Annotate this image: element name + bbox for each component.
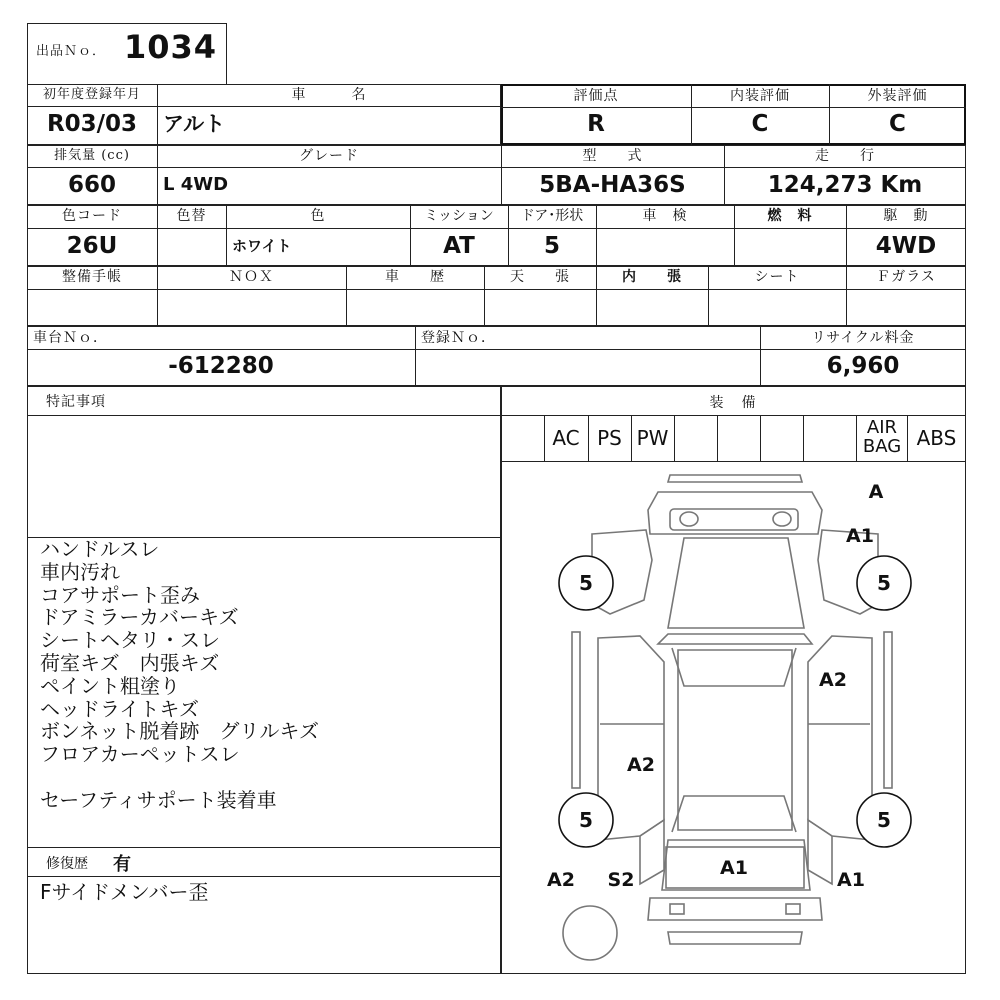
- seat-label: シート: [754, 269, 800, 285]
- mission-label: ミッション: [424, 208, 494, 224]
- rear-bumper-bottom: [668, 932, 802, 944]
- notes-header-divider: [27, 415, 501, 416]
- color-change-label: 色替: [176, 208, 207, 224]
- maintenance-label: 整備手帳: [62, 269, 122, 285]
- equip-pw: PW: [636, 426, 669, 450]
- door-label: ドア･形状: [520, 208, 584, 224]
- right-rear-quarter: [808, 820, 832, 884]
- fuel-label: 燃 料: [767, 208, 813, 224]
- note-line-9: ボンネット脱着跡 グリルキズ: [40, 719, 319, 744]
- hood: [668, 538, 804, 628]
- spare-tire: [563, 906, 617, 960]
- front-bumper-top: [668, 475, 802, 482]
- tire-rr-value: 5: [877, 808, 891, 832]
- damage-front-right: A1: [846, 525, 874, 547]
- grade-value: L 4WD: [163, 174, 229, 195]
- notes-list: [40, 538, 319, 812]
- note-line-4: ドアミラーカバーキズ: [40, 605, 239, 630]
- repair-detail: Fサイドメンバー歪: [40, 880, 209, 904]
- drive-value: 4WD: [875, 233, 937, 259]
- damage-front: A: [868, 481, 884, 503]
- registration-label: 登録Ｎｏ．: [421, 330, 496, 346]
- tire-rl-value: 5: [579, 808, 593, 832]
- equip-cell-4: [674, 415, 675, 461]
- recycle-value: 6,960: [826, 353, 900, 379]
- damage-rear-right: A1: [837, 869, 865, 891]
- roof-front-edge: [672, 648, 796, 686]
- mileage-value: 124,273 Km: [767, 172, 923, 198]
- displacement-value: 660: [67, 172, 116, 198]
- roof-rear-edge: [672, 796, 796, 832]
- displacement-label: 排気量 (cc): [54, 148, 130, 163]
- note-line-11: [40, 766, 319, 789]
- row5-vline-1: [415, 326, 416, 386]
- note-line-3: コアサポート歪み: [40, 582, 200, 607]
- damage-rear-left-outer: A2: [547, 869, 575, 891]
- roof-label: 天 張: [510, 269, 570, 285]
- exterior-label: 外装評価: [867, 88, 928, 104]
- windshield: [658, 634, 812, 644]
- note-line-10: フロアカーペットスレ: [40, 742, 240, 767]
- exterior-value: C: [889, 111, 906, 137]
- note-line-1: ハンドルスレ: [40, 537, 160, 561]
- equip-ac: AC: [552, 426, 580, 450]
- glass-label: Ｆガラス: [876, 269, 936, 285]
- note-line-8: ヘッドライトキズ: [40, 696, 199, 721]
- note-line-12: セーフティサポート装着車: [40, 787, 277, 812]
- mission-value: AT: [443, 233, 475, 259]
- color-code-label: 色コード: [62, 208, 122, 224]
- equip-cell-5: [717, 415, 718, 461]
- chassis-value: -612280: [168, 353, 274, 379]
- mileage-label: 走 行: [815, 148, 875, 164]
- damage-rear-left-inner: S2: [607, 869, 635, 891]
- drive-label: 駆 動: [883, 208, 929, 224]
- color-value: ホワイト: [232, 237, 292, 255]
- repair-divider-top: [27, 847, 501, 848]
- equip-cell-8: [856, 415, 857, 461]
- equip-cell-7: [803, 415, 804, 461]
- front-bumper: [648, 492, 822, 534]
- color-label: 色: [310, 208, 326, 224]
- damage-left-side: A2: [627, 754, 655, 776]
- first-reg-value: R03/03: [46, 111, 138, 137]
- note-line-6: 荷室キズ 内張キズ: [40, 650, 220, 675]
- chassis-label: 車台Ｎｏ．: [33, 330, 108, 346]
- left-side-sill: [572, 632, 580, 788]
- color-code-value: 26U: [66, 233, 118, 259]
- front-light-right: [773, 512, 791, 526]
- rear-light-right: [786, 904, 800, 914]
- tire-fr-value: 5: [877, 571, 891, 595]
- car-name-value: アルト: [163, 112, 226, 136]
- equip-ps: PS: [597, 426, 622, 450]
- history-label: 車 歴: [385, 269, 445, 285]
- repair-value: 有: [113, 854, 131, 875]
- inspection-label: 車 検: [642, 208, 688, 224]
- right-side-sill: [884, 632, 892, 788]
- first-reg-label: 初年度登録年月: [42, 87, 141, 102]
- grade-label: グレード: [299, 148, 359, 164]
- note-line-2: 車内汚れ: [40, 559, 120, 584]
- rear-light-left: [670, 904, 684, 914]
- note-line-5: シートヘタリ・スレ: [40, 628, 220, 653]
- roof: [678, 650, 792, 830]
- interior-value: C: [751, 111, 769, 137]
- note-line-7: ペイント粗塗り: [40, 673, 180, 698]
- lot-number-label: 出品Ｎｏ．: [36, 44, 107, 59]
- car-diagram: [502, 462, 964, 972]
- door-value: 5: [543, 233, 560, 259]
- left-rear-quarter: [640, 820, 664, 884]
- model-value: 5BA-HA36S: [539, 172, 686, 198]
- notes-label: 特記事項: [46, 394, 106, 410]
- inner-label: 内 張: [622, 269, 682, 285]
- model-label: 型 式: [582, 148, 643, 164]
- interior-label: 内装評価: [730, 88, 790, 104]
- equip-cell-6: [760, 415, 761, 461]
- equipment-header-divider: [501, 415, 966, 416]
- lot-number: 1034: [124, 28, 218, 66]
- damage-rear-center: A1: [720, 857, 748, 879]
- equip-abs: ABS: [916, 426, 957, 450]
- equipment-label: 装 備: [709, 395, 758, 411]
- score-label: 評価点: [573, 88, 619, 104]
- car-name-label: 車 名: [291, 87, 367, 103]
- rear-bumper: [648, 898, 822, 920]
- nox-label: ＮＯＸ: [229, 269, 274, 285]
- equip-airbag: AIR BAG: [862, 417, 902, 457]
- recycle-label: リサイクル料金: [811, 330, 915, 346]
- front-light-left: [680, 512, 698, 526]
- tire-fl-value: 5: [579, 571, 593, 595]
- score-value: R: [587, 111, 605, 137]
- row4-divider: [27, 289, 966, 290]
- damage-right-side: A2: [819, 669, 847, 691]
- repair-label: 修復歴: [46, 856, 88, 872]
